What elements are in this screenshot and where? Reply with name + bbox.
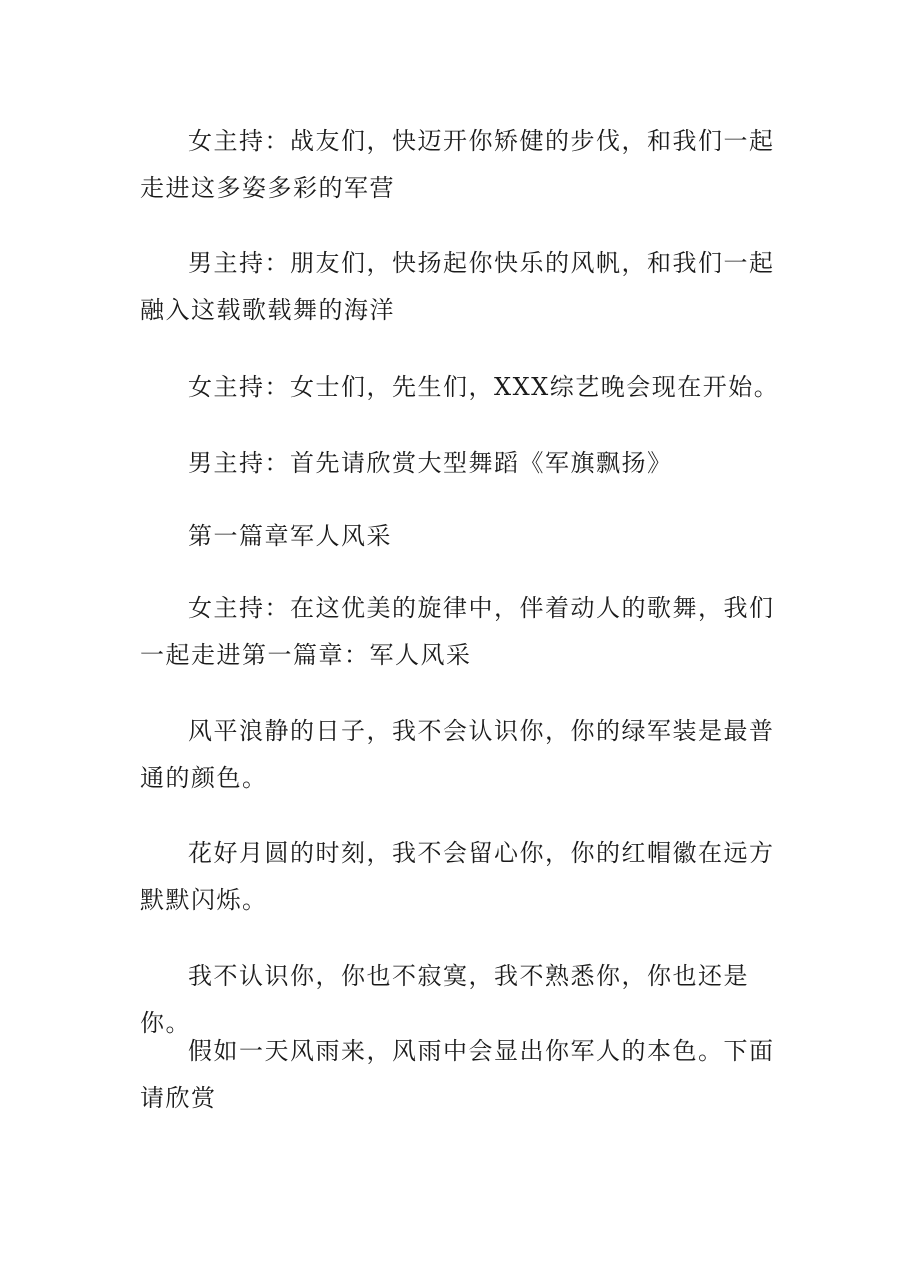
paragraph-male-host-2: 男主持：首先请欣赏大型舞蹈《军旗飘扬》 <box>188 449 673 477</box>
paragraph-male-host-1: 男主持：朋友们，快扬起你快乐的风帆，和我们一起融入这载歌载舞的海洋 <box>140 249 775 324</box>
paragraph-poem-3: 我不认识你，你也不寂寞，我不熟悉你，你也还是你。 <box>140 962 749 1037</box>
paragraph-female-host-2: 女主持：女士们，先生们，XXX综艺晚会现在开始。 <box>188 373 780 401</box>
section-heading: 第一篇章军人风采 <box>188 522 392 550</box>
paragraph-female-host-3: 女主持：在这优美的旋律中，伴着动人的歌舞，我们一起走进第一篇章：军人风采 <box>140 594 775 669</box>
paragraph-female-host-1: 女主持：战友们，快迈开你矫健的步伐，和我们一起走进这多姿多彩的军营 <box>140 127 775 202</box>
paragraph-poem-1: 风平浪静的日子，我不会认识你，你的绿军装是最普通的颜色。 <box>140 717 775 792</box>
paragraph-poem-2: 花好月圆的时刻，我不会留心你，你的红帽徽在远方默默闪烁。 <box>140 839 775 914</box>
paragraph-poem-4: 假如一天风雨来，风雨中会显出你军人的本色。下面请欣赏 <box>140 1037 775 1112</box>
